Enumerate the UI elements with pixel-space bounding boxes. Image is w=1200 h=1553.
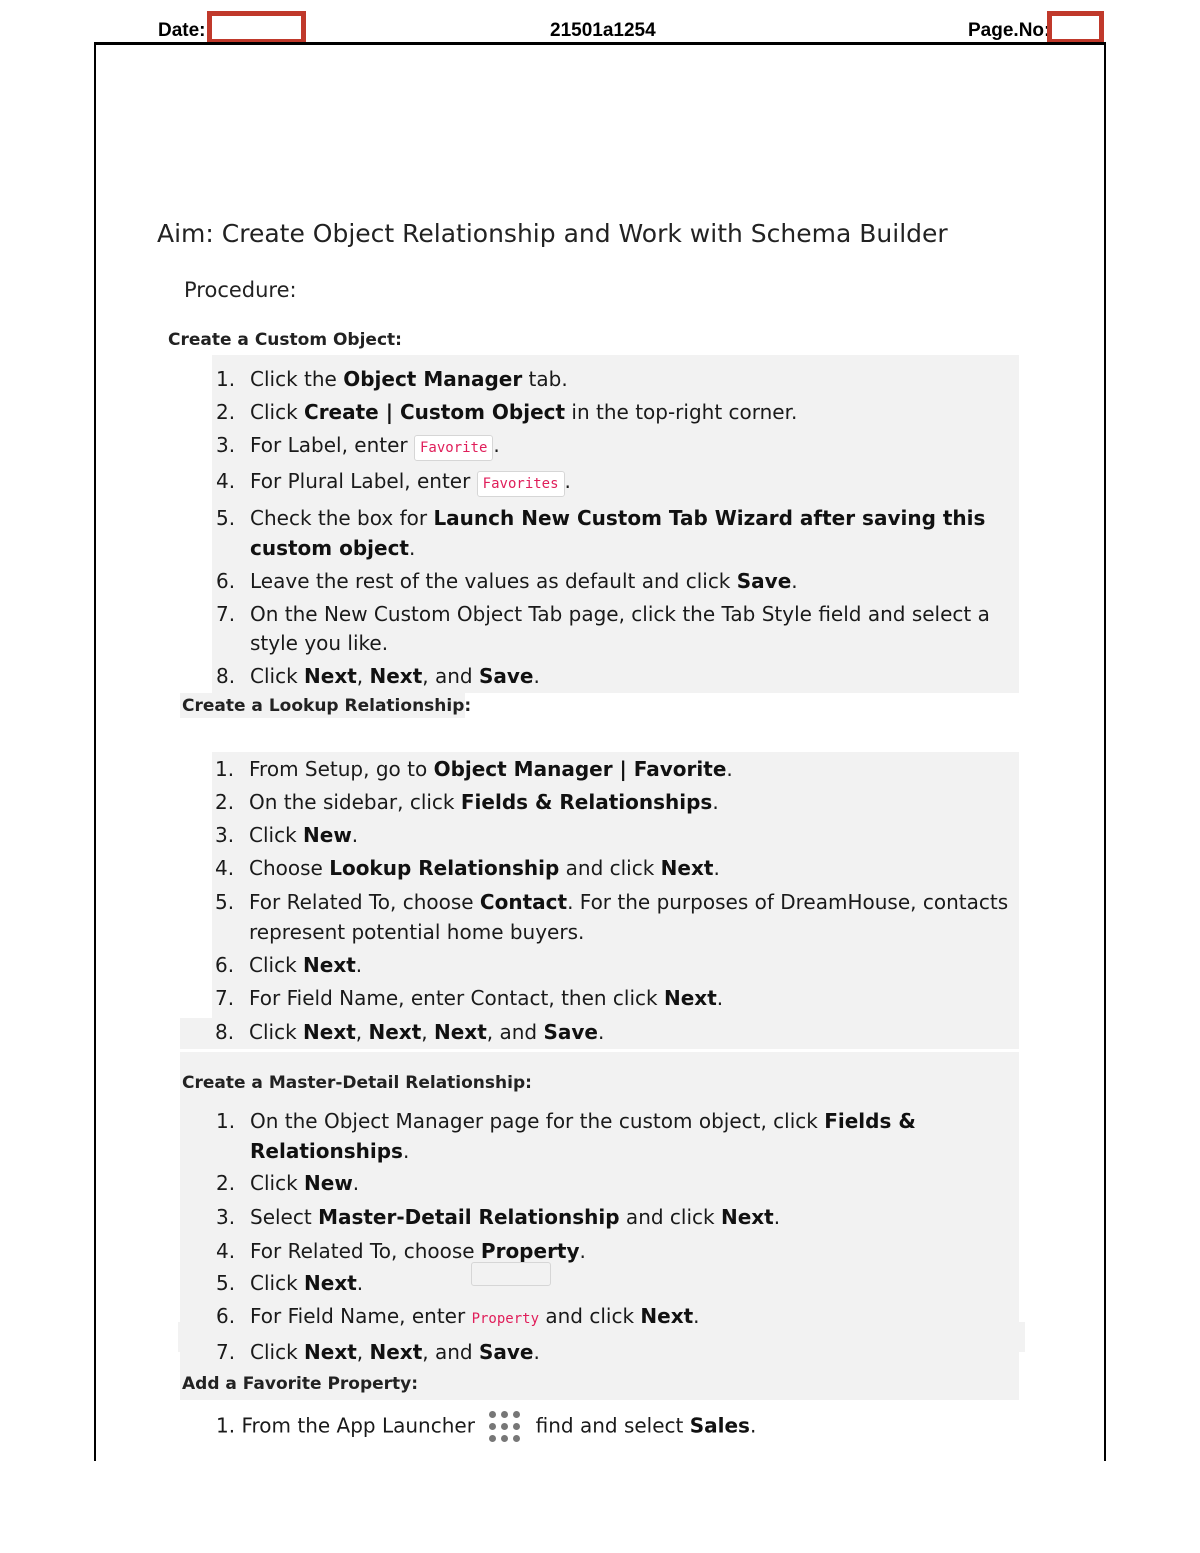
step-bold: Master-Detail Relationship <box>318 1205 620 1229</box>
step-number: 6. <box>216 1304 236 1328</box>
step-number: 3. <box>215 823 235 847</box>
code-box-empty <box>471 1262 551 1286</box>
step-text: and click <box>619 1205 721 1229</box>
step-text: style you like. <box>250 631 389 655</box>
step-text: find and select <box>529 1413 690 1438</box>
step-text: Leave the rest of the values as default and click <box>250 569 737 593</box>
step-number: 1. <box>215 757 235 781</box>
step-bold: Next <box>369 664 423 688</box>
step-bold: Next <box>640 1304 694 1328</box>
step-text: For Field Name, enter Contact, then click <box>249 986 664 1010</box>
step-text: in the top-right corner. <box>565 400 798 424</box>
step-number: 1. <box>216 367 236 391</box>
step-text: For Field Name, enter <box>250 1304 472 1328</box>
list-item <box>215 986 723 1010</box>
step-bold: Create | Custom Object <box>304 400 566 424</box>
step-number: 2. <box>216 400 236 424</box>
step-text: and click <box>559 856 661 880</box>
step-text: , and <box>422 664 479 688</box>
step-text: Click <box>250 664 305 688</box>
step-text: . <box>712 790 719 814</box>
page-number-box <box>1047 11 1104 44</box>
list-item <box>215 823 358 847</box>
step-number: 2. <box>216 1171 236 1195</box>
step-number: 7. <box>215 986 235 1010</box>
step-text: Click <box>249 1020 304 1044</box>
step-bold: New <box>303 823 352 847</box>
list-item <box>216 1205 780 1229</box>
step-text: . <box>749 1413 757 1438</box>
step-bold: Fields & <box>824 1109 916 1133</box>
step-bold: Relationships <box>250 1139 403 1163</box>
code-snippet: Favorite <box>414 435 493 461</box>
step-text: From the App Launcher <box>235 1413 482 1438</box>
step-text: . For the purposes of DreamHouse, contacts <box>567 890 1009 914</box>
step-text: Click <box>249 953 304 977</box>
page-number-label: Page.No: <box>968 20 1051 41</box>
step-text: . <box>402 1139 410 1163</box>
app-launcher-grid-icon <box>487 1409 523 1445</box>
step-number: 7. <box>216 1340 236 1364</box>
step-bold: Launch New Custom Tab Wizard after saving this <box>433 506 986 530</box>
step-bold: Contact <box>479 890 568 914</box>
date-box <box>207 11 306 44</box>
step-text: Select <box>250 1205 319 1229</box>
step-text: From Setup, go to <box>249 757 434 781</box>
step-number: 5. <box>215 890 235 914</box>
list-item <box>216 506 985 530</box>
step-bold: Next <box>720 1205 774 1229</box>
step-bold: Save <box>736 569 792 593</box>
step-text: For Label, enter <box>250 433 414 457</box>
list-item <box>216 1409 756 1445</box>
step-text: Click <box>250 1271 305 1295</box>
list-item <box>216 1304 700 1328</box>
step-bold: Next <box>660 856 714 880</box>
list-item <box>216 1171 359 1195</box>
step-bold: Sales <box>689 1413 750 1438</box>
step-number: 8. <box>215 1020 235 1044</box>
step-text: On the sidebar, click <box>249 790 461 814</box>
list-item-continuation <box>249 920 584 944</box>
step-bold: Save <box>478 1340 534 1364</box>
step-bold: Next <box>304 1340 357 1364</box>
lookup-shade-ext <box>180 1018 212 1049</box>
step-text: , <box>355 1020 369 1044</box>
step-bold: Object Manager <box>343 367 523 391</box>
step-text: . <box>716 986 724 1010</box>
list-item <box>215 890 1008 914</box>
step-text: . <box>356 1271 364 1295</box>
step-text: , and <box>422 1340 479 1364</box>
step-text: . <box>791 569 798 593</box>
step-number: 4. <box>215 856 235 880</box>
list-item <box>216 569 798 593</box>
step-text: . <box>564 469 571 493</box>
step-bold: Next <box>433 1020 487 1044</box>
step-number: 5. <box>216 506 236 530</box>
aim-heading: Aim: Create Object Relationship and Work with Schema Builder <box>157 219 948 248</box>
step-text: , <box>356 664 370 688</box>
list-item-continuation <box>250 536 415 560</box>
section-title-master-detail: Create a Master-Detail Relationship: <box>182 1073 532 1093</box>
step-text: . <box>713 856 720 880</box>
step-text: . <box>351 823 359 847</box>
step-bold: Save <box>543 1020 598 1044</box>
list-item <box>216 433 500 457</box>
list-item <box>216 1109 916 1133</box>
section-title-lookup: Create a Lookup Relationship: <box>182 696 472 716</box>
step-number: 2. <box>215 790 235 814</box>
page-frame-top <box>94 42 1106 45</box>
step-text: . <box>493 433 500 457</box>
step-text: . <box>409 536 416 560</box>
list-item <box>216 367 568 391</box>
list-item-continuation <box>250 631 388 655</box>
step-number: 6. <box>216 569 236 593</box>
procedure-label: Procedure: <box>184 278 297 302</box>
step-text: . <box>773 1205 781 1229</box>
step-bold: New <box>304 1171 353 1195</box>
step-text: Click <box>250 1171 305 1195</box>
step-text: and click <box>539 1304 641 1328</box>
step-number: 6. <box>215 953 235 977</box>
step-text: Choose <box>249 856 330 880</box>
step-text: . <box>726 757 733 781</box>
list-item <box>216 664 540 688</box>
step-number: 5. <box>216 1271 236 1295</box>
step-number: 4. <box>216 1239 236 1263</box>
step-bold: Next <box>369 1340 423 1364</box>
step-bold: Property <box>480 1239 580 1263</box>
date-label: Date: <box>158 20 206 41</box>
step-text: Check the box for <box>250 506 434 530</box>
step-bold: Next <box>368 1020 422 1044</box>
step-number: 7. <box>216 602 236 626</box>
step-bold: Next <box>663 986 717 1010</box>
step-text: , <box>421 1020 434 1044</box>
step-number: 4. <box>216 469 236 493</box>
list-item-continuation <box>250 1139 409 1163</box>
page-frame-right <box>1104 43 1106 1461</box>
step-text: For Related To, choose <box>250 1239 481 1263</box>
document-id: 21501a1254 <box>550 20 656 41</box>
step-text: Click <box>250 1340 305 1364</box>
list-item <box>215 953 362 977</box>
list-item <box>216 469 571 493</box>
step-text: Click the <box>250 367 344 391</box>
step-number: 8. <box>216 664 236 688</box>
step-text: For Plural Label, enter <box>250 469 477 493</box>
step-text: . <box>597 1020 605 1044</box>
step-text: , <box>356 1340 370 1364</box>
step-text: tab. <box>522 367 568 391</box>
step-bold: custom object <box>250 536 409 560</box>
step-text: , and <box>486 1020 544 1044</box>
list-item <box>216 1239 586 1263</box>
step-text: On the Object Manager page for the custom object, click <box>250 1109 825 1133</box>
step-text: . <box>355 953 363 977</box>
list-item <box>216 400 797 424</box>
step-number: 1. <box>216 1109 236 1133</box>
section-title-custom-object: Create a Custom Object: <box>168 330 402 350</box>
step-bold: Next <box>304 1271 357 1295</box>
step-bold: Save <box>478 664 534 688</box>
step-number: 3. <box>216 1205 236 1229</box>
page-frame-left <box>94 43 96 1461</box>
step-text: For Related To, choose <box>249 890 480 914</box>
step-bold: Fields & Relationships <box>460 790 713 814</box>
step-bold: Next <box>303 1020 356 1044</box>
step-text: On the New Custom Object Tab page, click the Tab Style field and select a <box>250 602 990 626</box>
list-item <box>215 856 720 880</box>
list-item <box>216 602 990 626</box>
list-item <box>216 1340 540 1364</box>
step-text: . <box>533 1340 540 1364</box>
list-item <box>215 1020 604 1044</box>
step-number: 1. <box>216 1413 236 1438</box>
step-text: . <box>693 1304 700 1328</box>
list-item <box>215 790 719 814</box>
step-bold: Lookup Relationship <box>329 856 560 880</box>
step-text: represent potential home buyers. <box>249 920 585 944</box>
step-text: Click <box>250 400 305 424</box>
list-item <box>215 757 733 781</box>
step-number: 3. <box>216 433 236 457</box>
step-text: . <box>533 664 540 688</box>
step-text: . <box>579 1239 586 1263</box>
step-bold: Next <box>304 664 357 688</box>
code-snippet: Property <box>471 1311 539 1327</box>
step-text: Click <box>249 823 304 847</box>
step-text: . <box>352 1171 360 1195</box>
section-title-favorite-property: Add a Favorite Property: <box>182 1374 419 1394</box>
step-bold: Object Manager | Favorite <box>433 757 727 781</box>
step-bold: Next <box>303 953 356 977</box>
list-item <box>216 1271 363 1295</box>
code-snippet: Favorites <box>477 471 565 497</box>
